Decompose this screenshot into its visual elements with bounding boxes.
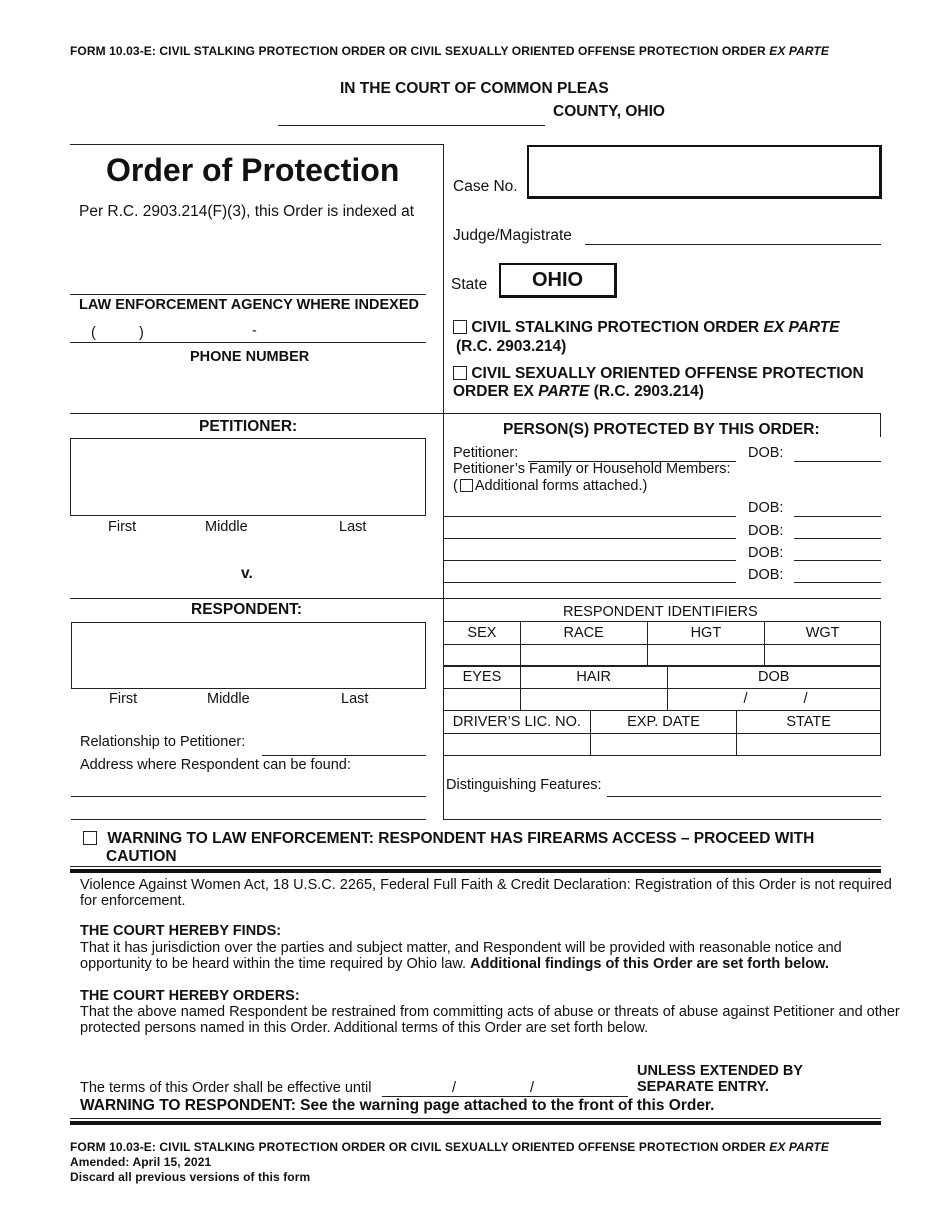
address-label: Address where Respondent can be found: bbox=[80, 757, 351, 773]
versus-label: v. bbox=[241, 565, 253, 582]
terms-slash-1: / bbox=[452, 1080, 457, 1096]
option-stalking-label: CIVIL STALKING PROTECTION ORDER bbox=[471, 319, 764, 336]
family-field-3[interactable] bbox=[444, 560, 736, 561]
phone-label: PHONE NUMBER bbox=[190, 349, 310, 365]
exp-date-value[interactable] bbox=[590, 734, 737, 756]
option-sexual bbox=[453, 365, 864, 383]
finds-heading: THE COURT HEREBY FINDS: bbox=[80, 923, 282, 939]
address-field-2[interactable] bbox=[71, 819, 426, 820]
orders-line2: protected persons named in this Order. Additional terms of this Order are set forth below. bbox=[80, 1020, 649, 1036]
sexual-checkbox[interactable] bbox=[453, 366, 467, 380]
judge-field[interactable] bbox=[585, 244, 881, 245]
identifiers-row3-table bbox=[443, 710, 881, 756]
eyes-value[interactable] bbox=[444, 689, 521, 711]
distinguishing-label: Distinguishing Features: bbox=[446, 777, 602, 793]
dob-label-3: DOB: bbox=[748, 523, 784, 539]
exp-date-label: EXP. DATE bbox=[590, 711, 737, 734]
option-sexual-line2-italic: PARTE bbox=[538, 383, 590, 400]
protected-petitioner-label: Petitioner: bbox=[453, 445, 519, 461]
additional-forms-label: Additional forms attached.) bbox=[474, 478, 648, 494]
terms-label: The terms of this Order shall be effective until bbox=[80, 1080, 372, 1096]
phone-paren-close: ) bbox=[139, 325, 144, 341]
option-sexual-line2 bbox=[453, 383, 704, 401]
firearms-checkbox[interactable] bbox=[83, 831, 97, 845]
footer-amended: Amended: April 15, 2021 bbox=[70, 1155, 212, 1169]
petitioner-first-label: First bbox=[108, 519, 137, 535]
vawa-line1: Violence Against Women Act, 18 U.S.C. 2265, Federal Full Faith & Credit Declaration: Registration of this Order is not required bbox=[80, 877, 892, 893]
identifiers-row1-table bbox=[443, 621, 881, 667]
dob-field-1[interactable] bbox=[794, 461, 881, 462]
distinguishing-field-2[interactable] bbox=[444, 819, 881, 820]
firearms-warning-line2: CAUTION bbox=[106, 848, 177, 865]
finds-line2 bbox=[80, 956, 829, 972]
sex-label: SEX bbox=[444, 622, 521, 645]
double-rule-bottom-b bbox=[70, 1121, 881, 1125]
section-divider-2 bbox=[70, 598, 881, 599]
license-state-value[interactable] bbox=[737, 734, 881, 756]
dob-slash-2: / bbox=[803, 691, 808, 707]
warning-respondent: WARNING TO RESPONDENT: See the warning page attached to the front of this Order. bbox=[80, 1097, 715, 1114]
license-label: DRIVER’S LIC. NO. bbox=[444, 711, 591, 734]
dob-label-2: DOB: bbox=[748, 500, 784, 516]
finds-line1: That it has jurisdiction over the parties and subject matter, and Respondent will be provided with reasonable notice and bbox=[80, 940, 842, 956]
case-no-box[interactable] bbox=[527, 145, 882, 199]
unless-line1: UNLESS EXTENDED BY bbox=[637, 1063, 803, 1079]
license-state-label: STATE bbox=[737, 711, 881, 734]
dob-label-5: DOB: bbox=[748, 567, 784, 583]
court-name: IN THE COURT OF COMMON PLEAS bbox=[340, 80, 609, 97]
finds-line2-plain: opportunity to be heard within the time required by Ohio law. bbox=[80, 956, 471, 972]
hair-label: HAIR bbox=[520, 666, 667, 689]
state-label: State bbox=[451, 276, 488, 293]
unless-line2: SEPARATE ENTRY. bbox=[637, 1079, 769, 1095]
dob-field-2[interactable] bbox=[794, 516, 881, 517]
firearms-warning bbox=[83, 830, 814, 848]
left-top-border bbox=[70, 144, 443, 145]
finds-line2-bold: Additional findings of this Order are set forth below. bbox=[470, 956, 829, 972]
respondent-first-label: First bbox=[109, 691, 138, 707]
right-edge-tick bbox=[880, 413, 881, 437]
footer-line1-italic: EX PARTE bbox=[769, 1140, 829, 1154]
respondent-last-label: Last bbox=[341, 691, 369, 707]
double-rule-top-b bbox=[70, 869, 881, 873]
double-rule-bottom-a bbox=[70, 1118, 881, 1119]
form-header bbox=[70, 44, 829, 58]
phone-dash: - bbox=[252, 323, 257, 339]
family-field-2[interactable] bbox=[444, 538, 736, 539]
footer-line1 bbox=[70, 1140, 829, 1154]
protected-heading: PERSON(S) PROTECTED BY THIS ORDER: bbox=[503, 421, 820, 438]
family-label: Petitioner’s Family or Household Members: bbox=[453, 461, 731, 477]
dob-slash-1: / bbox=[743, 691, 748, 707]
wgt-label: WGT bbox=[765, 622, 881, 645]
dob-label-1: DOB: bbox=[748, 445, 784, 461]
sex-value[interactable] bbox=[444, 645, 521, 667]
state-box bbox=[499, 263, 617, 298]
wgt-value[interactable] bbox=[765, 645, 881, 667]
county-label: COUNTY, OHIO bbox=[553, 103, 665, 120]
relationship-label: Relationship to Petitioner: bbox=[80, 734, 246, 750]
firearms-warning-line1: WARNING TO LAW ENFORCEMENT: RESPONDENT HAS FIREARMS ACCESS – PROCEED WITH bbox=[107, 830, 815, 847]
option-stalking-italic: EX PARTE bbox=[763, 319, 840, 336]
stalking-checkbox[interactable] bbox=[453, 320, 467, 334]
eyes-label: EYES bbox=[444, 666, 521, 689]
petitioner-heading: PETITIONER: bbox=[199, 418, 298, 435]
form-header-text: FORM 10.03-E: CIVIL STALKING PROTECTION ORDER OR CIVIL SEXUALLY ORIENTED OFFENSE PROTECTION ORDER bbox=[70, 44, 770, 58]
state-value: OHIO bbox=[531, 269, 584, 291]
option-stalking-rc: (R.C. 2903.214) bbox=[456, 338, 567, 355]
indexed-agency-field[interactable] bbox=[70, 294, 426, 295]
option-sexual-label: CIVIL SEXUALLY ORIENTED OFFENSE PROTECTION bbox=[471, 365, 864, 382]
dob-ident-label: DOB bbox=[667, 666, 880, 689]
county-field[interactable] bbox=[278, 125, 545, 126]
identifiers-row2-table bbox=[443, 665, 881, 711]
dob-ident-value[interactable] bbox=[667, 689, 880, 711]
judge-label: Judge/Magistrate bbox=[453, 227, 572, 244]
petitioner-middle-label: Middle bbox=[205, 519, 248, 535]
indexed-text: Per R.C. 2903.214(F)(3), this Order is indexed at bbox=[79, 203, 415, 220]
order-title: Order of Protection bbox=[106, 152, 400, 188]
section-divider-1 bbox=[70, 413, 881, 414]
option-stalking bbox=[453, 319, 840, 337]
agency-label: LAW ENFORCEMENT AGENCY WHERE INDEXED bbox=[79, 297, 419, 313]
family-field-1[interactable] bbox=[444, 516, 736, 517]
phone-paren-open: ( bbox=[91, 325, 96, 341]
dob-label-4: DOB: bbox=[748, 545, 784, 561]
petitioner-name-box[interactable] bbox=[70, 438, 426, 516]
hgt-label: HGT bbox=[647, 622, 765, 645]
respondent-name-box[interactable] bbox=[71, 622, 426, 689]
terms-slash-2: / bbox=[530, 1080, 535, 1096]
vawa-line2: for enforcement. bbox=[80, 893, 186, 909]
double-rule-top-a bbox=[70, 866, 881, 867]
orders-line1: That the above named Respondent be restrained from committing acts of abuse or threats of abuse against Petitioner and other bbox=[80, 1004, 900, 1020]
relationship-field[interactable] bbox=[262, 755, 426, 756]
distinguishing-field[interactable] bbox=[607, 796, 881, 797]
family-field-4[interactable] bbox=[444, 582, 736, 583]
footer-discard: Discard all previous versions of this form bbox=[70, 1170, 311, 1184]
option-sexual-line2-prefix: ORDER EX bbox=[453, 383, 539, 400]
footer-line1-text: FORM 10.03-E: CIVIL STALKING PROTECTION ORDER OR CIVIL SEXUALLY ORIENTED OFFENSE PROTECTION ORDER bbox=[70, 1140, 770, 1154]
additional-forms-paren: ( bbox=[453, 478, 458, 494]
form-header-italic: EX PARTE bbox=[769, 44, 829, 58]
license-value[interactable] bbox=[444, 734, 591, 756]
phone-field[interactable] bbox=[70, 342, 426, 343]
petitioner-last-label: Last bbox=[339, 519, 367, 535]
dob-field-3[interactable] bbox=[794, 538, 881, 539]
respondent-heading: RESPONDENT: bbox=[191, 601, 303, 618]
additional-forms bbox=[453, 478, 647, 494]
identifiers-heading: RESPONDENT IDENTIFIERS bbox=[563, 604, 758, 620]
race-label: RACE bbox=[520, 622, 647, 645]
option-sexual-line2-suffix: (R.C. 2903.214) bbox=[589, 383, 704, 400]
dob-field-4[interactable] bbox=[794, 560, 881, 561]
additional-forms-checkbox[interactable] bbox=[460, 479, 473, 492]
race-value[interactable] bbox=[520, 645, 647, 667]
orders-heading: THE COURT HEREBY ORDERS: bbox=[80, 988, 300, 1004]
respondent-middle-label: Middle bbox=[207, 691, 250, 707]
hair-value[interactable] bbox=[520, 689, 667, 711]
address-field-1[interactable] bbox=[71, 796, 426, 797]
dob-field-5[interactable] bbox=[794, 582, 881, 583]
hgt-value[interactable] bbox=[647, 645, 765, 667]
case-no-label: Case No. bbox=[453, 178, 518, 195]
